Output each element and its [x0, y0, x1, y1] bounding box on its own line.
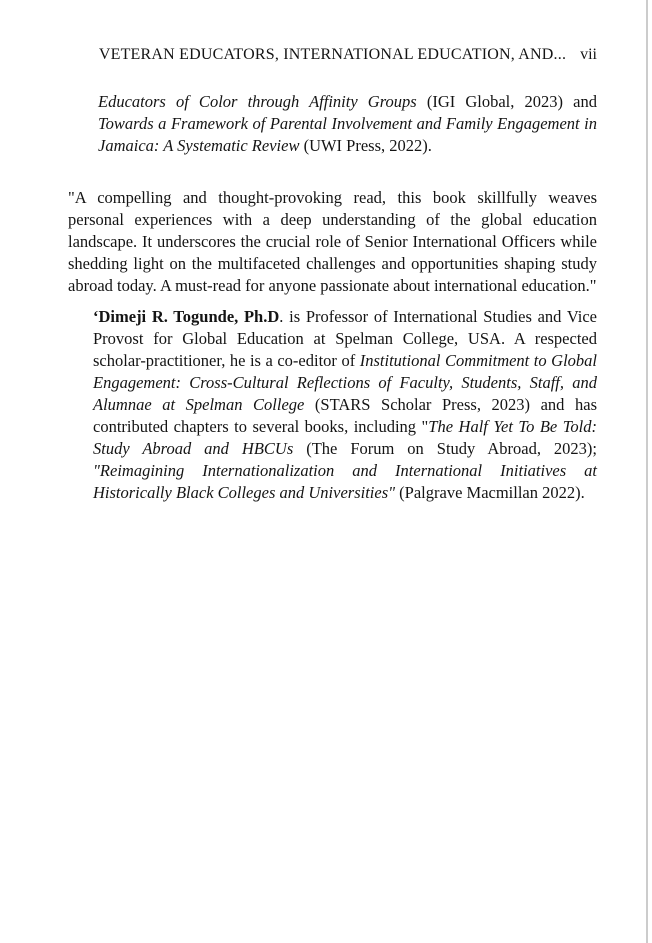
paragraph-publications	[98, 91, 597, 157]
page-number: vii	[580, 46, 597, 63]
text-segment-italic: Institutional Commitment to Global Engagement: Cross-Cultural Reflections of Faculty, Students, Staff, and Alumnae at Spelman College	[93, 351, 598, 414]
text-segment-italic: Educators of Color through Affinity Groups	[98, 92, 417, 111]
text-segment-bold: ‘Dimeji R. Togunde, Ph.D	[93, 307, 280, 326]
running-head-title: VETERAN EDUCATORS, INTERNATIONAL EDUCATION, AND...	[98, 46, 567, 63]
text-segment-roman: . is Professor of International Studies and Vice Provost for Global Education at Spelman College, USA. A respected scholar-practitioner, he is a co-editor of	[93, 307, 597, 370]
text-segment-roman: (The Forum on Study Abroad, 2023);	[293, 439, 597, 458]
paragraph-author-bio	[93, 306, 597, 504]
paragraph-endorsement	[68, 187, 597, 297]
text-segment-roman: "A compelling and thought-provoking read, this book skillfully weaves personal experiences with a deep understanding of the global education landscape. It underscores the crucial role of Senior International Officers while shedding light on the multifaceted challenges and opportunities shaping study abroad today. A must-read for anyone passionate about international education."	[68, 188, 597, 295]
text-segment-roman: (IGI Global, 2023) and	[416, 92, 597, 111]
running-head	[68, 46, 597, 64]
page-edge-line	[646, 0, 648, 943]
text-segment-italic: The Half Yet To Be Told: Study Abroad and HBCUs	[93, 417, 597, 458]
text-segment-italic: Towards a Framework of Parental Involvement and Family Engagement in Jamaica: A Systematic Review	[98, 114, 597, 155]
text-segment-italic: "Reimagining Internationalization and International Initiatives at Historically Black Colleges and Universities"	[93, 461, 597, 502]
text-segment-roman: (STARS Scholar Press, 2023) and has contributed chapters to several books, including "	[93, 395, 597, 436]
text-segment-roman: (Palgrave Macmillan 2022).	[395, 483, 585, 502]
text-segment-roman: (UWI Press, 2022).	[299, 136, 432, 155]
